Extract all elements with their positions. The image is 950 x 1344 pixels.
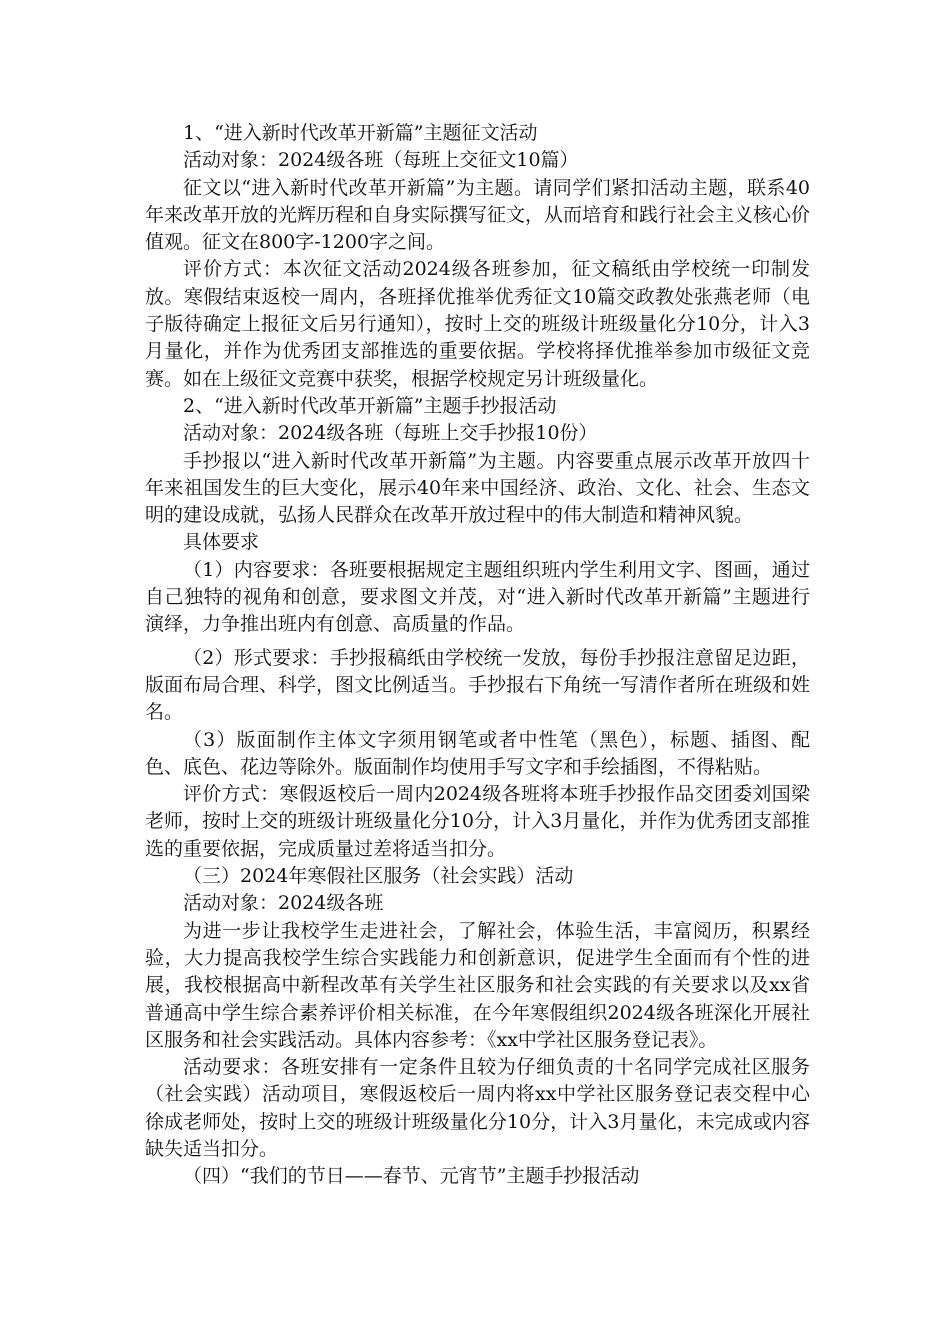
newspaper-target: 活动对象：2024级各班（每班上交手抄报10份） xyxy=(183,422,598,445)
heading-newspaper-activity: 2、“进入新时代改革开新篇”主题手抄报活动 xyxy=(183,394,557,417)
requirement-form: （2）形式要求：手抄报稿纸由学校统一发放，每份手抄报注意留足边距，版面布局合理、科学，图文比例适当。手抄报右下角统一写清作者所在班级和姓名。 xyxy=(145,646,811,724)
requirement-layout: （3）版面制作主体文字须用钢笔或者中性笔（黑色），标题、插图、配色、底色、花边等除外。版面制作均使用手写文字和手绘插图，不得粘贴。 xyxy=(145,728,810,778)
community-requirements: 活动要求：各班安排有一定条件且较为仔细负责的十名同学完成社区服务（社会实践）活动项目，寒假返校后一周内将xx中学社区服务登记表交程中心徐成老师处，按时上交的班级计班级量化分10分，计入3月量化，未完成或内容缺失适当扣分。 xyxy=(145,1056,810,1160)
heading-essay-activity: 1、“进入新时代改革开新篇”主题征文活动 xyxy=(183,122,538,144)
heading-festival-activity: （四）“我们的节日——春节、元宵节”主题手抄报活动 xyxy=(183,1165,640,1188)
community-description: 为进一步让我校学生走进社会，了解社会，体验生活，丰富阅历，积累经验，大力提高我校学生综合实践能力和创新意识，促进学生全面而有个性的进展，我校根据高中新程改革有关学生社区服务和社会实践的有关要求以及xx省普通高中学生综合素养评价相关标准，在今年寒假组织2024级各班深化开展社区服务和社会实践活动。具体内容参考：《xx中学社区服务登记表》。 xyxy=(145,919,810,1051)
requirement-content: （1）内容要求：各班要根据规定主题组织班内学生利用文字、图画，通过自己独特的视角和创意，要求图文并茂，对“进入新时代改革开新篇”主题进行演绎，力争推出班内有创意、高质量的作品。 xyxy=(145,558,810,636)
community-target: 活动对象：2024级各班 xyxy=(183,892,384,915)
newspaper-evaluation: 评价方式：寒假返校后一周内2024级各班将本班手抄报作品交团委刘国梁老师，按时上交的班级计班级量化分10分，计入3月量化，并作为优秀团支部推选的重要依据，完成质量过差将适当扣分。 xyxy=(145,783,810,860)
heading-community-service: （三）2024年寒假社区服务（社会实践）活动 xyxy=(183,865,574,888)
essay-target: 活动对象：2024级各班（每班上交征文10篇） xyxy=(183,149,579,172)
newspaper-theme: 手抄报以“进入新时代改革开新篇”为主题。内容要重点展示改革开放四十年来祖国发生的巨大变化，展示40年来中国经济、政治、文化、社会、生态文明的建设成就，弘扬人民群众在改革开放过程中的伟大制造和精神风貌。 xyxy=(145,449,810,527)
essay-theme: 征文以“进入新时代改革开新篇”为主题。请同学们紧扣活动主题，联系40年来改革开放的光辉历程和自身实际撰写征文，从而培育和践行社会主义核心价值观。征文在800字-1200字之间。 xyxy=(145,176,811,254)
requirements-heading: 具体要求 xyxy=(183,531,260,554)
essay-evaluation: 评价方式：本次征文活动2024级各班参加，征文稿纸由学校统一印制发放。寒假结束返校一周内，各班择优推举优秀征文10篇交政教处张燕老师（电子版待确定上报征文后另行通知），按时上交的班级计班级量化分10分，计入3月量化，并作为优秀团支部推选的重要依据。学校将择优推举参加市级征文竞赛。如在上级征文竞赛中获奖，根据学校规定另计班级量化。 xyxy=(145,258,810,390)
